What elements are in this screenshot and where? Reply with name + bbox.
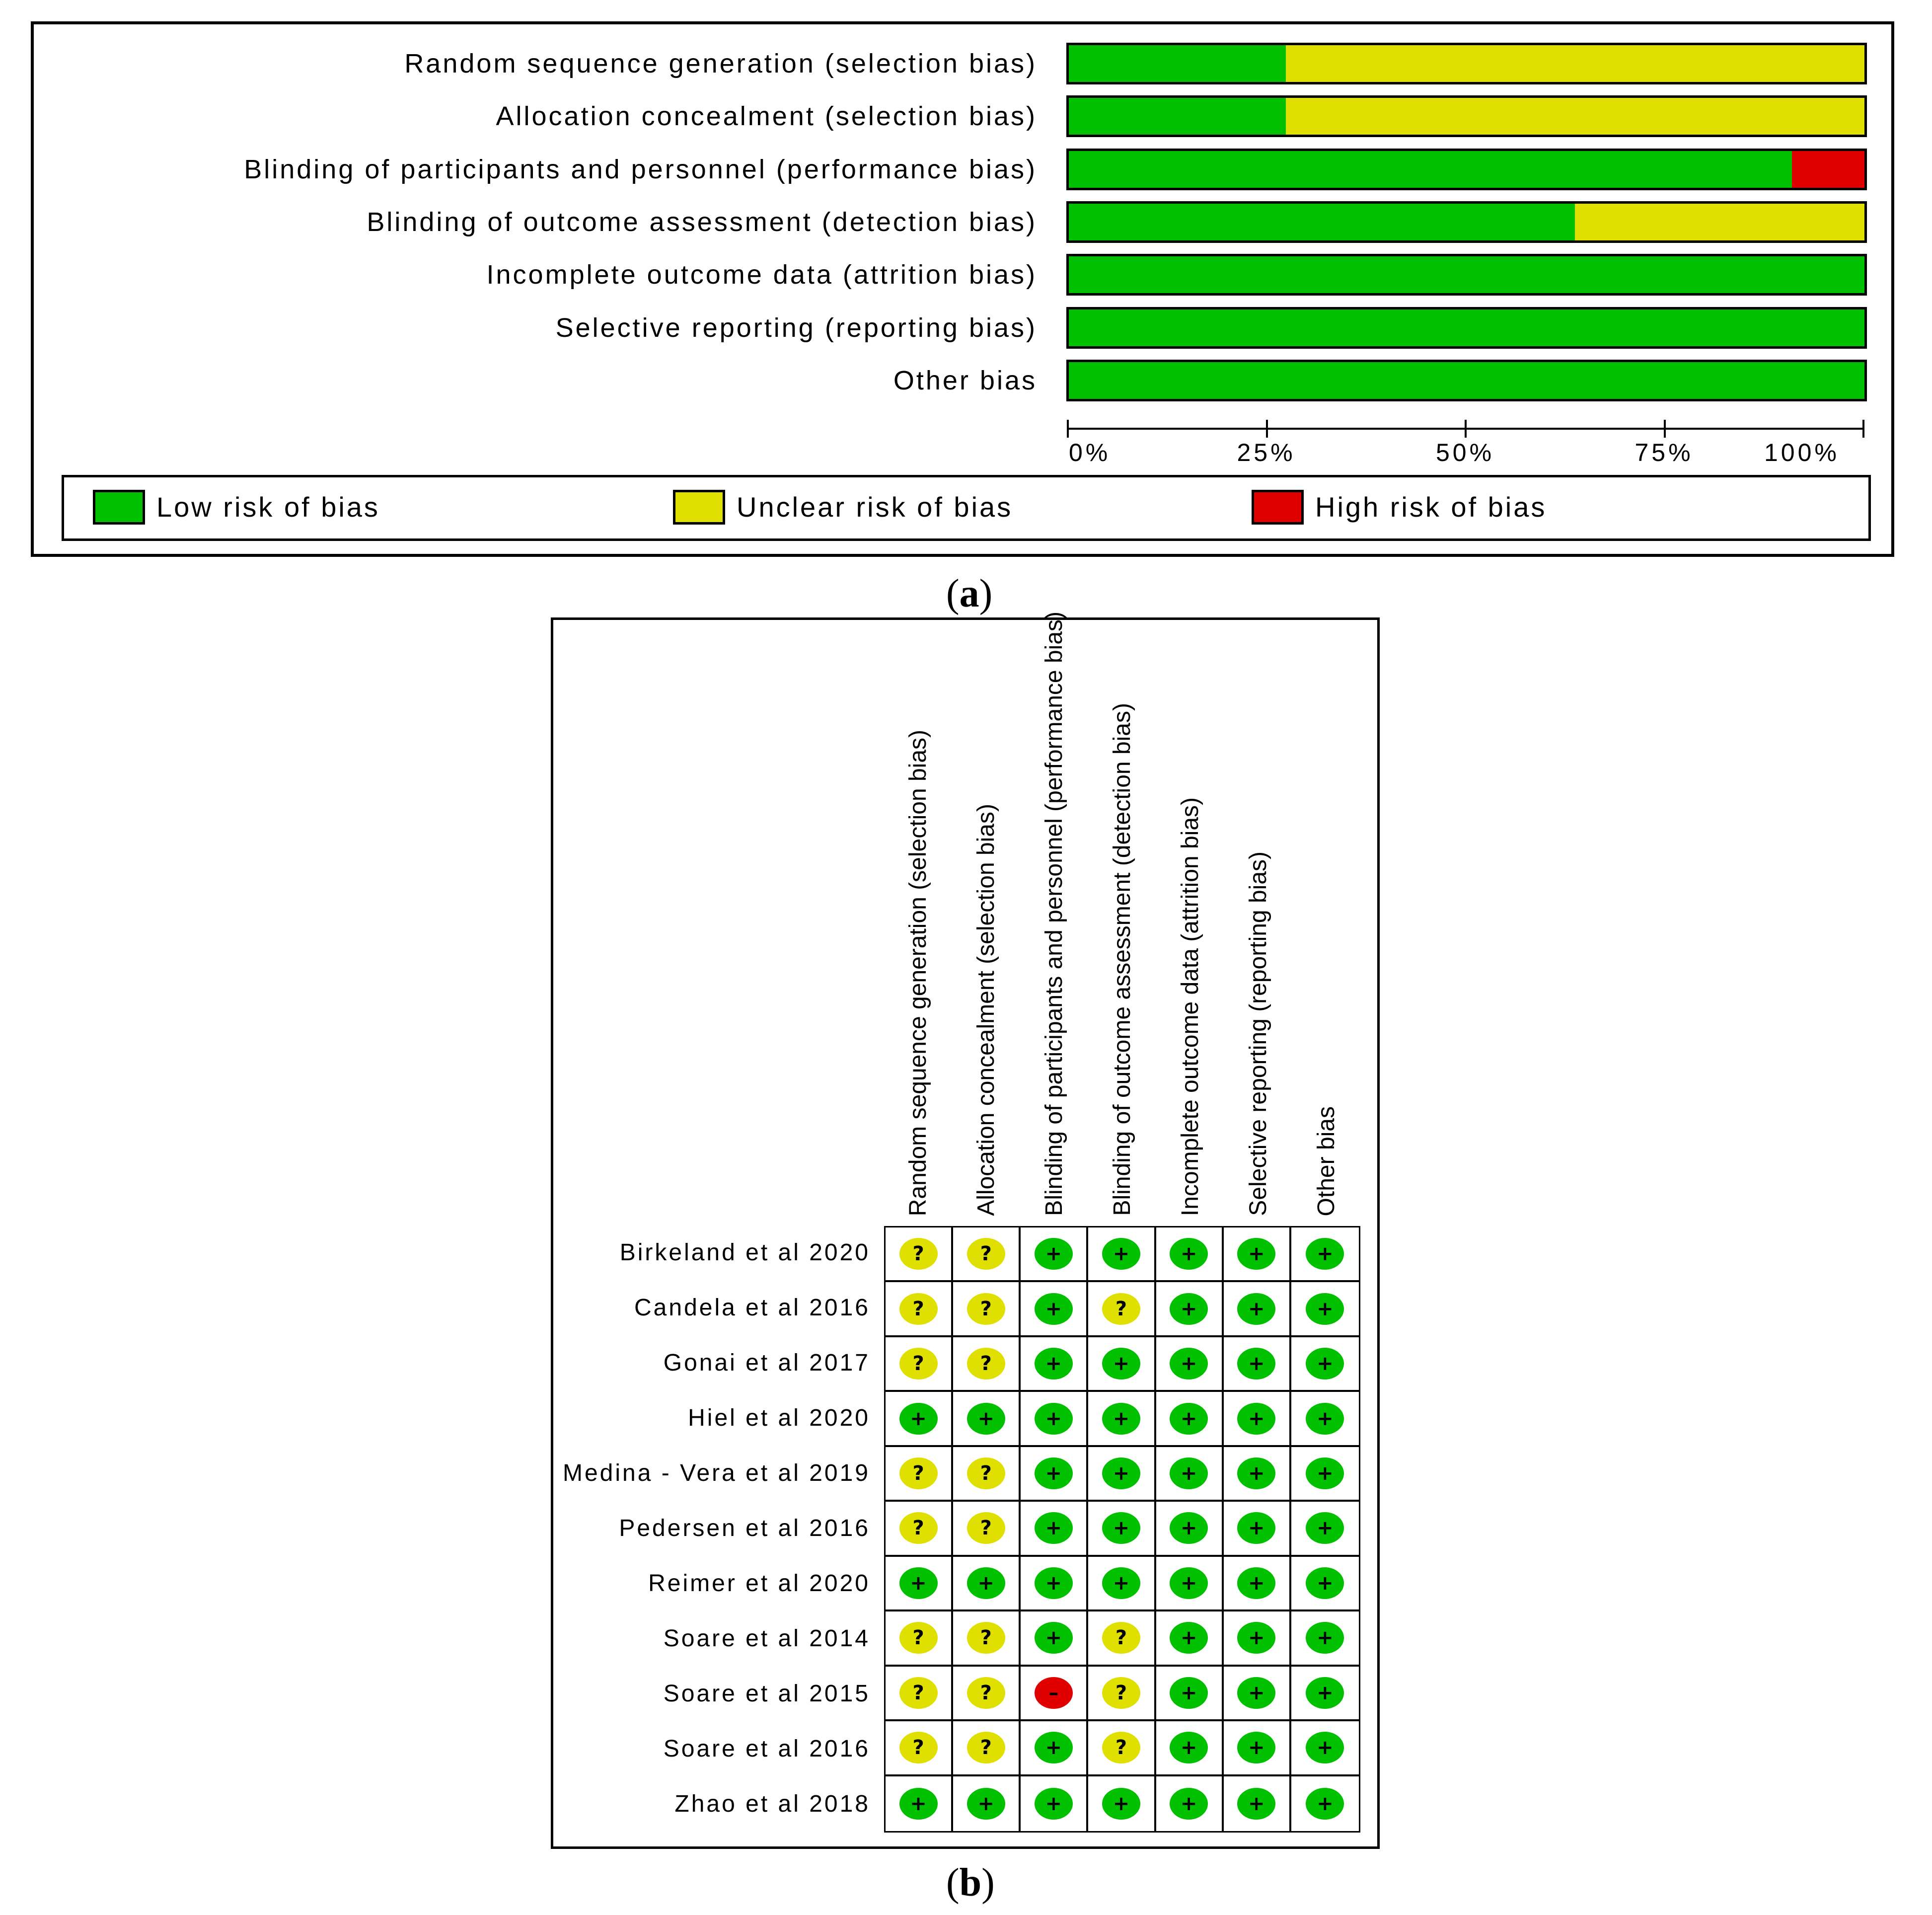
study-label: Gonai et al 2017: [663, 1350, 870, 1376]
rating-cell: [1156, 1502, 1224, 1556]
column-header: Blinding of outcome assessment (detection bias): [1109, 703, 1135, 1216]
stacked-bar: [1066, 254, 1867, 296]
x-axis-tick-label: 25%: [1237, 439, 1296, 466]
rating-cell: [1156, 1776, 1224, 1831]
plus-circle-icon: +: [1170, 1238, 1208, 1270]
x-axis-tick-label: 100%: [1764, 439, 1840, 466]
plus-circle-icon: +: [1306, 1622, 1344, 1654]
plus-circle-icon: +: [1237, 1403, 1275, 1435]
plus-circle-icon: +: [1035, 1293, 1073, 1325]
legend-label-unclear: Unclear risk of bias: [737, 491, 1013, 523]
rating-cell: [1224, 1227, 1291, 1282]
plus-circle-icon: +: [1170, 1567, 1208, 1599]
question-circle-icon: ?: [967, 1732, 1005, 1763]
rating-cell: [1088, 1447, 1156, 1502]
domain-label: Random sequence generation (selection bias): [404, 49, 1037, 78]
rating-cell: [1291, 1282, 1359, 1337]
plus-circle-icon: +: [1170, 1457, 1208, 1489]
low-risk-segment: [1069, 98, 1286, 135]
plus-circle-icon: +: [1170, 1293, 1208, 1325]
rating-cell: [1224, 1667, 1291, 1721]
rating-cell: [1088, 1392, 1156, 1447]
rating-cell: [1021, 1611, 1088, 1666]
rating-cell: [1224, 1721, 1291, 1776]
rating-cell: [886, 1667, 953, 1721]
plus-circle-icon: +: [1237, 1457, 1275, 1489]
question-circle-icon: ?: [967, 1512, 1005, 1544]
low-risk-segment: [1069, 362, 1864, 399]
rating-cell: [953, 1502, 1021, 1556]
rating-cell: [1224, 1447, 1291, 1502]
question-circle-icon: ?: [967, 1348, 1005, 1379]
column-header: Other bias: [1313, 1106, 1339, 1216]
domain-label: Selective reporting (reporting bias): [555, 313, 1037, 343]
rating-cell: [1156, 1557, 1224, 1611]
rating-cell: [1156, 1227, 1224, 1282]
plus-circle-icon: +: [1237, 1348, 1275, 1379]
plus-circle-icon: +: [1035, 1403, 1073, 1435]
rating-cell: [1291, 1392, 1359, 1447]
study-label: Pedersen et al 2016: [619, 1515, 870, 1541]
x-axis-tick: [1664, 420, 1666, 438]
question-circle-icon: ?: [1102, 1677, 1140, 1709]
rating-cell: [886, 1776, 953, 1831]
rating-cell: [953, 1611, 1021, 1666]
legend-swatch-low: [93, 490, 145, 525]
x-axis-tick: [1465, 420, 1467, 438]
plus-circle-icon: +: [1306, 1238, 1344, 1270]
plus-circle-icon: +: [899, 1403, 938, 1435]
rating-cell: [1224, 1392, 1291, 1447]
x-axis-tick: [1067, 420, 1069, 438]
unclear-risk-segment: [1575, 204, 1864, 240]
plus-circle-icon: +: [1306, 1732, 1344, 1763]
unclear-risk-segment: [1286, 45, 1864, 82]
rating-cell: [1088, 1502, 1156, 1556]
x-axis-tick: [1266, 420, 1268, 438]
rating-cell: [886, 1557, 953, 1611]
plus-circle-icon: +: [1035, 1348, 1073, 1379]
question-circle-icon: ?: [899, 1238, 938, 1270]
minus-circle-icon: –: [1035, 1677, 1073, 1709]
caption-b-close: ): [981, 1861, 995, 1905]
rating-cell: [1021, 1447, 1088, 1502]
caption-b-letter: b: [959, 1861, 982, 1905]
plus-circle-icon: +: [1035, 1788, 1073, 1820]
rating-cell: [953, 1227, 1021, 1282]
plus-circle-icon: +: [1237, 1622, 1275, 1654]
question-circle-icon: ?: [899, 1622, 938, 1654]
traffic-light-grid: [884, 1226, 1360, 1833]
plus-circle-icon: +: [1102, 1457, 1140, 1489]
plus-circle-icon: +: [1170, 1732, 1208, 1763]
rating-cell: [1291, 1227, 1359, 1282]
x-axis-tick-label: 75%: [1635, 439, 1694, 466]
rating-cell: [1291, 1721, 1359, 1776]
plus-circle-icon: +: [1237, 1567, 1275, 1599]
question-circle-icon: ?: [899, 1348, 938, 1379]
study-label: Hiel et al 2020: [688, 1405, 870, 1431]
study-label: Birkeland et al 2020: [619, 1239, 870, 1266]
domain-label: Blinding of outcome assessment (detection bias): [367, 207, 1037, 237]
plus-circle-icon: +: [1170, 1512, 1208, 1544]
rating-cell: [1021, 1776, 1088, 1831]
rating-cell: [1021, 1282, 1088, 1337]
rating-cell: [1088, 1227, 1156, 1282]
x-axis-tick: [1862, 420, 1864, 438]
legend-label-low: Low risk of bias: [156, 491, 380, 523]
rating-cell: [1021, 1392, 1088, 1447]
rating-cell: [1021, 1337, 1088, 1392]
stacked-bar: [1066, 95, 1867, 137]
rating-cell: [886, 1227, 953, 1282]
plus-circle-icon: +: [1306, 1677, 1344, 1709]
column-header: Blinding of participants and personnel (performance bias): [1041, 612, 1067, 1216]
question-circle-icon: ?: [899, 1457, 938, 1489]
plus-circle-icon: +: [1237, 1512, 1275, 1544]
question-circle-icon: ?: [967, 1457, 1005, 1489]
plus-circle-icon: +: [1237, 1788, 1275, 1820]
legend-swatch-high: [1252, 490, 1304, 525]
rating-cell: [953, 1721, 1021, 1776]
rating-cell: [886, 1282, 953, 1337]
stacked-bar: [1066, 307, 1867, 349]
domain-label: Blinding of participants and personnel (performance bias): [244, 154, 1037, 184]
rating-cell: [1291, 1776, 1359, 1831]
caption-b: [946, 1860, 995, 1905]
caption-a-close: ): [979, 572, 993, 615]
rating-cell: [953, 1282, 1021, 1337]
question-circle-icon: ?: [899, 1512, 938, 1544]
rating-cell: [886, 1611, 953, 1666]
domain-label: Allocation concealment (selection bias): [496, 101, 1037, 131]
caption-a-letter: a: [959, 572, 979, 615]
stacked-bar: [1066, 360, 1867, 401]
plus-circle-icon: +: [967, 1567, 1005, 1599]
plus-circle-icon: +: [1306, 1348, 1344, 1379]
plus-circle-icon: +: [1102, 1788, 1140, 1820]
plus-circle-icon: +: [1035, 1567, 1073, 1599]
question-circle-icon: ?: [899, 1293, 938, 1325]
stacked-bar: [1066, 149, 1867, 190]
stacked-bar: [1066, 201, 1867, 243]
question-circle-icon: ?: [967, 1238, 1005, 1270]
rating-cell: [1021, 1557, 1088, 1611]
rating-cell: [1088, 1337, 1156, 1392]
plus-circle-icon: +: [1035, 1622, 1073, 1654]
plus-circle-icon: +: [1035, 1732, 1073, 1763]
stacked-bar: [1066, 43, 1867, 84]
plus-circle-icon: +: [1102, 1348, 1140, 1379]
caption-b-open: (: [946, 1861, 960, 1905]
plus-circle-icon: +: [1237, 1293, 1275, 1325]
plus-circle-icon: +: [1035, 1512, 1073, 1544]
domain-label: Other bias: [893, 366, 1037, 395]
question-circle-icon: ?: [899, 1732, 938, 1763]
caption-a-open: (: [946, 572, 960, 615]
plus-circle-icon: +: [1237, 1677, 1275, 1709]
plus-circle-icon: +: [1237, 1732, 1275, 1763]
rating-cell: [1021, 1667, 1088, 1721]
plus-circle-icon: +: [1170, 1677, 1208, 1709]
plus-circle-icon: +: [1306, 1788, 1344, 1820]
plus-circle-icon: +: [1102, 1567, 1140, 1599]
rating-cell: [1291, 1611, 1359, 1666]
question-circle-icon: ?: [967, 1622, 1005, 1654]
rating-cell: [886, 1337, 953, 1392]
study-label: Medina - Vera et al 2019: [562, 1460, 870, 1486]
rating-cell: [1021, 1502, 1088, 1556]
question-circle-icon: ?: [1102, 1732, 1140, 1763]
rating-cell: [1291, 1447, 1359, 1502]
study-label: Candela et al 2016: [634, 1295, 870, 1321]
low-risk-segment: [1069, 45, 1286, 82]
question-circle-icon: ?: [967, 1677, 1005, 1709]
rating-cell: [1224, 1611, 1291, 1666]
rating-cell: [1088, 1282, 1156, 1337]
rating-cell: [1224, 1557, 1291, 1611]
high-risk-segment: [1792, 151, 1864, 188]
plus-circle-icon: +: [1306, 1457, 1344, 1489]
column-header: Random sequence generation (selection bias): [905, 729, 931, 1216]
question-circle-icon: ?: [899, 1677, 938, 1709]
x-axis-tick-label: 0%: [1069, 439, 1111, 466]
rating-cell: [886, 1502, 953, 1556]
rating-cell: [1088, 1667, 1156, 1721]
study-label: Soare et al 2016: [663, 1736, 870, 1762]
question-circle-icon: ?: [967, 1293, 1005, 1325]
plus-circle-icon: +: [1102, 1512, 1140, 1544]
study-label: Zhao et al 2018: [674, 1791, 870, 1817]
rating-cell: [1291, 1337, 1359, 1392]
rating-cell: [953, 1447, 1021, 1502]
rating-cell: [1291, 1502, 1359, 1556]
rating-cell: [1224, 1502, 1291, 1556]
rating-cell: [1156, 1282, 1224, 1337]
rating-cell: [953, 1392, 1021, 1447]
low-risk-segment: [1069, 151, 1792, 188]
rating-cell: [1088, 1557, 1156, 1611]
study-label: Soare et al 2015: [663, 1681, 870, 1707]
plus-circle-icon: +: [967, 1403, 1005, 1435]
plus-circle-icon: +: [1237, 1238, 1275, 1270]
rating-cell: [1224, 1337, 1291, 1392]
rating-cell: [1291, 1667, 1359, 1721]
rating-cell: [1088, 1776, 1156, 1831]
column-header: Selective reporting (reporting bias): [1245, 851, 1271, 1216]
plus-circle-icon: +: [1170, 1348, 1208, 1379]
plus-circle-icon: +: [1170, 1622, 1208, 1654]
question-circle-icon: ?: [1102, 1622, 1140, 1654]
rating-cell: [1088, 1721, 1156, 1776]
study-label: Soare et al 2014: [663, 1625, 870, 1652]
rating-cell: [1088, 1611, 1156, 1666]
rating-cell: [953, 1557, 1021, 1611]
rating-cell: [1156, 1447, 1224, 1502]
column-header: Incomplete outcome data (attrition bias): [1177, 797, 1203, 1216]
rating-cell: [953, 1667, 1021, 1721]
plus-circle-icon: +: [1170, 1788, 1208, 1820]
rating-cell: [1156, 1611, 1224, 1666]
rating-cell: [886, 1447, 953, 1502]
plus-circle-icon: +: [1035, 1238, 1073, 1270]
rating-cell: [1021, 1721, 1088, 1776]
rating-cell: [953, 1776, 1021, 1831]
plus-circle-icon: +: [1306, 1403, 1344, 1435]
plus-circle-icon: +: [967, 1788, 1005, 1820]
plus-circle-icon: +: [1102, 1403, 1140, 1435]
x-axis-tick-label: 50%: [1436, 439, 1495, 466]
plus-circle-icon: +: [1102, 1238, 1140, 1270]
legend-label-high: High risk of bias: [1315, 491, 1547, 523]
plus-circle-icon: +: [1035, 1457, 1073, 1489]
rating-cell: [886, 1392, 953, 1447]
low-risk-segment: [1069, 256, 1864, 293]
unclear-risk-segment: [1286, 98, 1864, 135]
column-header: Allocation concealment (selection bias): [973, 804, 999, 1216]
plus-circle-icon: +: [1306, 1293, 1344, 1325]
low-risk-segment: [1069, 309, 1864, 346]
rating-cell: [1224, 1282, 1291, 1337]
rating-cell: [1156, 1721, 1224, 1776]
rating-cell: [1021, 1227, 1088, 1282]
legend-swatch-unclear: [673, 490, 725, 525]
plus-circle-icon: +: [1170, 1403, 1208, 1435]
rating-cell: [1156, 1337, 1224, 1392]
plus-circle-icon: +: [1306, 1567, 1344, 1599]
rating-cell: [953, 1337, 1021, 1392]
study-label: Reimer et al 2020: [648, 1570, 870, 1597]
low-risk-segment: [1069, 204, 1575, 240]
plus-circle-icon: +: [1306, 1512, 1344, 1544]
plus-circle-icon: +: [899, 1788, 938, 1820]
domain-label: Incomplete outcome data (attrition bias): [486, 260, 1037, 290]
rating-cell: [1156, 1667, 1224, 1721]
rating-cell: [1156, 1392, 1224, 1447]
rating-cell: [1291, 1557, 1359, 1611]
caption-a: [946, 571, 992, 616]
rating-cell: [1224, 1776, 1291, 1831]
question-circle-icon: ?: [1102, 1293, 1140, 1325]
plus-circle-icon: +: [899, 1567, 938, 1599]
rating-cell: [886, 1721, 953, 1776]
